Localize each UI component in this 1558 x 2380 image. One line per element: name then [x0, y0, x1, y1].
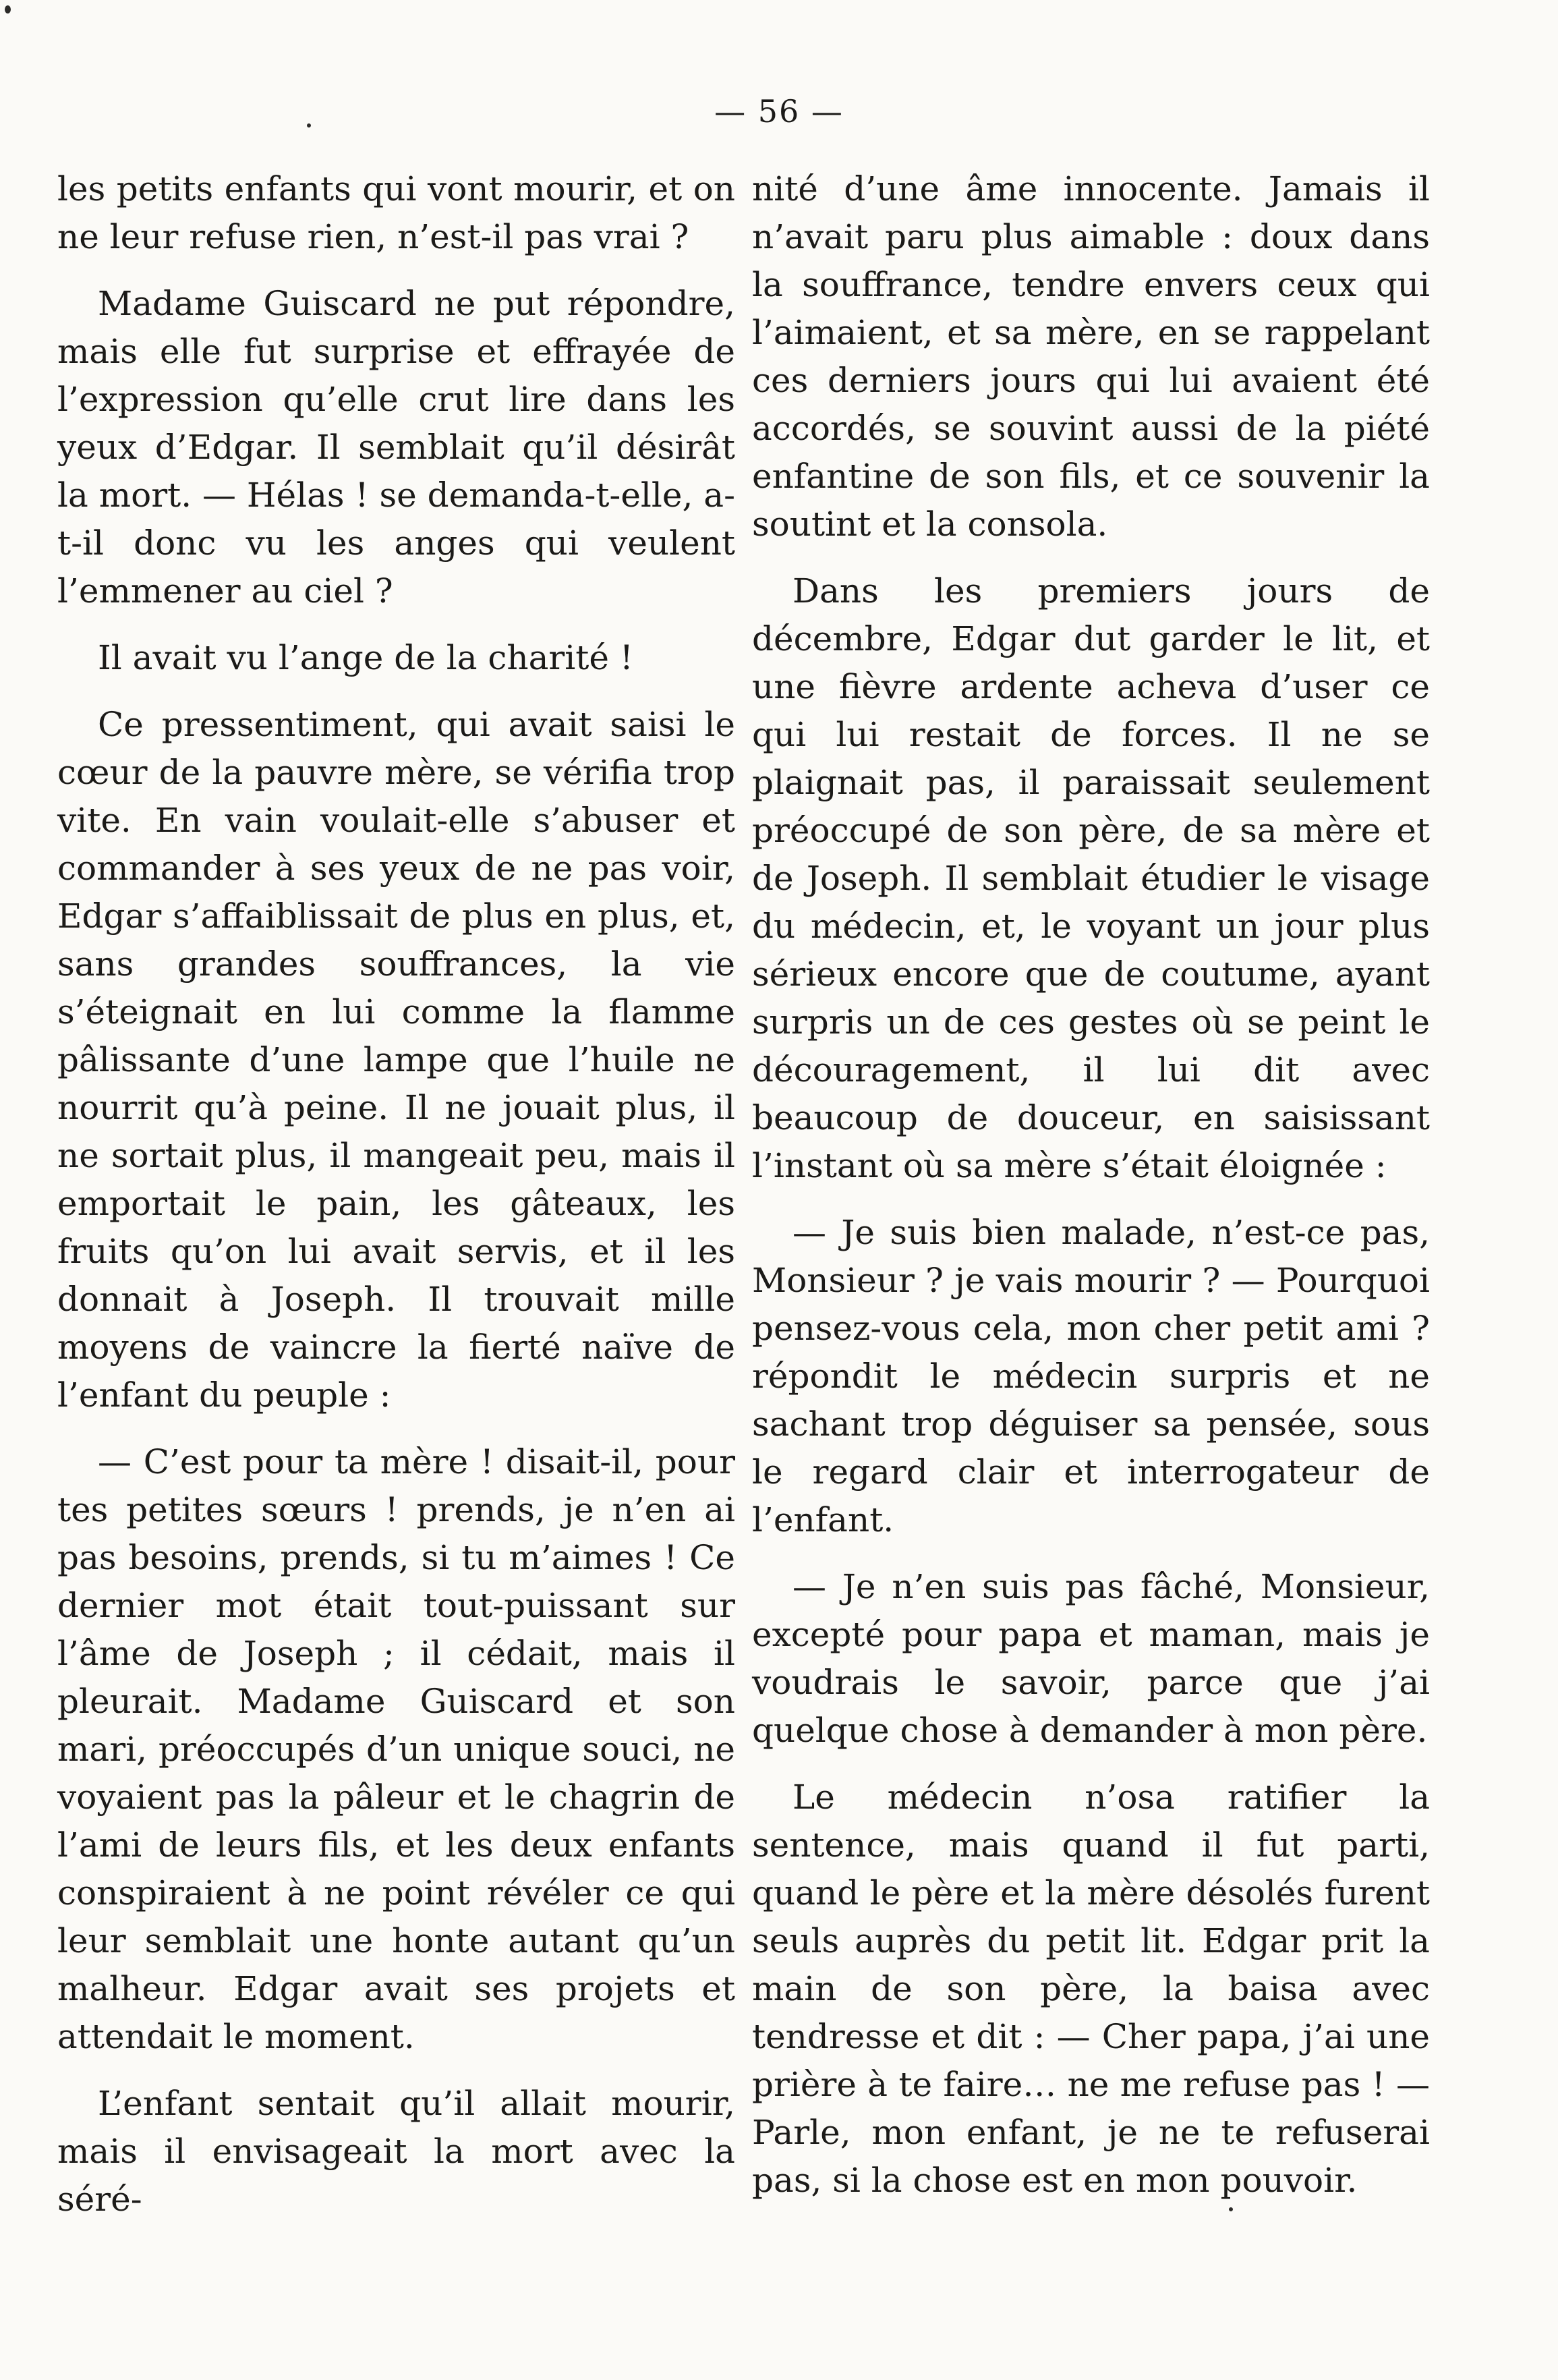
- paragraph: Le médecin n’osa ratifier la sentence, mais quand il fut parti, quand le père et la mère désolés furent seuls auprès du petit lit. Edgar prit la main de son père, la baisa avec tendresse et dit : — Cher papa, j’ai une prière à te faire… ne me refuse pas ! — Parle, mon enfant, je ne te refuserai pas, si la chose est en mon pouvoir.: [752, 1778, 1430, 2200]
- paragraph: nité d’une âme innocente. Jamais il n’avait paru plus aimable : doux dans la souffrance, tendre envers ceux qui l’aimaient, et sa mère, en se rappelant ces derniers jours qui lui avaient été accordés, se souvint aussi de la piété enfantine de son fils, et ce souvenir la soutint et la consola.: [752, 169, 1430, 544]
- right-column: [752, 165, 1430, 2223]
- paragraph: Madame Guiscard ne put répondre, mais elle fut surprise et effrayée de l’expression qu’elle crut lire dans les yeux d’Edgar. Il semblait qu’il désirât la mort. — Hélas ! se demanda-t-elle, a-t-il donc vu les anges qui veulent l’emmener au ciel ?: [57, 284, 735, 611]
- page-number: — 56 —: [714, 93, 844, 130]
- paragraph: L’enfant sentait qu’il allait mourir, mais il envisageait la mort avec la séré-: [57, 2084, 735, 2219]
- paragraph: les petits enfants qui vont mourir, et on ne leur refuse rien, n’est-il pas vrai ?: [57, 169, 735, 256]
- paragraph: Il avait vu l’ange de la charité !: [98, 638, 633, 677]
- ink-speck-mark: [5, 5, 11, 13]
- paragraph: Dans les premiers jours de décembre, Edgar dut garder le lit, et une fièvre ardente acheva d’user ce qui lui restait de forces. Il ne se plaignait pas, il paraissait seulement préoccupé de son père, de sa mère et de Joseph. Il semblait étudier le visage du médecin, et, le voyant un jour plus sérieux encore que de coutume, ayant surpris un de ces gestes où se peint le découragement, il lui dit avec beaucoup de douceur, en saisissant l’instant où sa mère s’était éloignée :: [752, 571, 1430, 1185]
- paragraph: — C’est pour ta mère ! disait-il, pour tes petites sœurs ! prends, je n’en ai pas besoins, prends, si tu m’aimes ! Ce dernier mot était tout-puissant sur l’âme de Joseph ; il cédait, mais il pleurait. Madame Guiscard et son mari, préoccupés d’un unique souci, ne voyaient pas la pâleur et le chagrin de l’ami de leurs fils, et les deux enfants conspiraient à ne point révéler ce qui leur semblait une honte autant qu’un malheur. Edgar avait ses projets et attendait le moment.: [57, 1442, 735, 2056]
- paragraph: — Je n’en suis pas fâché, Monsieur, excepté pour papa et maman, mais je voudrais le savoir, parce que j’ai quelque chose à demander à mon père.: [752, 1567, 1430, 1750]
- left-column: [57, 165, 735, 2242]
- paragraph: Ce pressentiment, qui avait saisi le cœur de la pauvre mère, se vérifia trop vite. En vain voulait-elle s’abuser et commander à ses yeux de ne pas voir, Edgar s’affaiblissait de plus en plus, et, sans grandes souffrances, la vie s’éteignait en lui comme la flamme pâlissante d’une lampe que l’huile ne nourrit qu’à peine. Il ne jouait plus, il ne sortait plus, il mangeait peu, mais il emportait le pain, les gâteaux, les fruits qu’on lui avait servis, et il les donnait à Joseph. Il trouvait mille moyens de vaincre la fierté naïve de l’enfant du peuple :: [57, 705, 735, 1415]
- paragraph: — Je suis bien malade, n’est-ce pas, Monsieur ? je vais mourir ? — Pourquoi pensez-vous cela, mon cher petit ami ? répondit le médecin surpris et ne sachant trop déguiser sa pensée, sous le regard clair et interrogateur de l’enfant.: [752, 1213, 1430, 1539]
